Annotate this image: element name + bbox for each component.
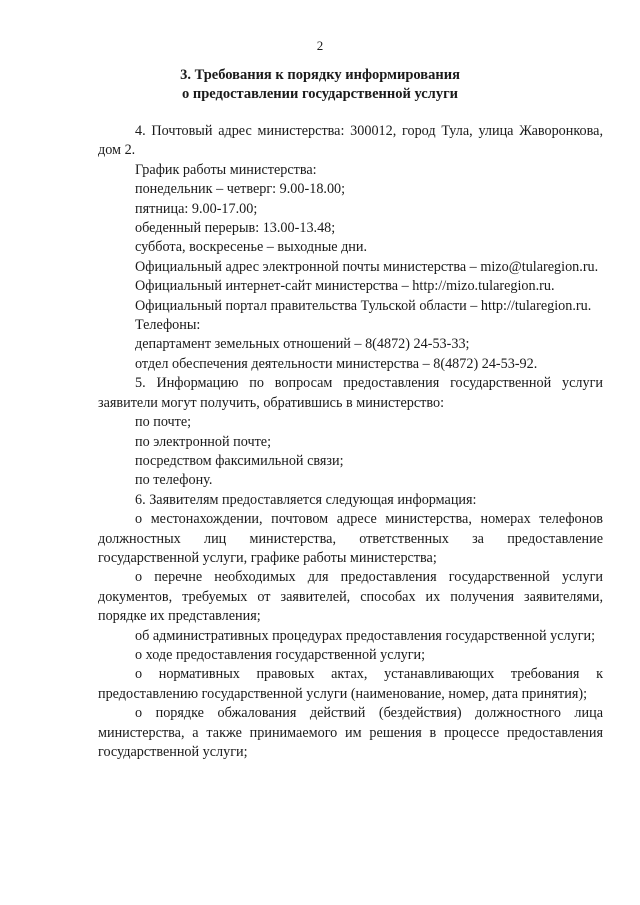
list-item-by-phone: по телефону.	[135, 472, 213, 489]
paragraph-schedule-title: График работы министерства:	[135, 161, 317, 178]
section-title-line-2: о предоставлении государственной услуги	[181, 86, 459, 102]
list-item-by-mail: по почте;	[135, 414, 192, 431]
section-heading	[0, 66, 640, 104]
paragraph-phone-support-dept: отдел обеспечения деятельности министерства – 8(4872) 24-53-92.	[135, 355, 538, 372]
list-item-location: о местонахождении, почтовом адресе министерства, номерах телефонов должностных лиц министерства, ответственных за предоставление государственной услуги, графике работы министерства;	[98, 511, 603, 566]
list-item-progress: о ходе предоставления государственной услуги;	[135, 646, 426, 663]
paragraph-website: Официальный интернет-сайт министерства – http://mizo.tularegion.ru.	[135, 278, 555, 295]
paragraph-schedule-mon-thu: понедельник – четверг: 9.00-18.00;	[135, 181, 346, 198]
paragraph-email: Официальный адрес электронной почты министерства – mizo@tularegion.ru.	[135, 258, 599, 275]
paragraph-info-channels: 5. Информацию по вопросам предоставления государственной услуги заявители могут получить, обратившись в министерство:	[98, 375, 603, 411]
paragraph-phones-title: Телефоны:	[135, 317, 201, 334]
paragraph-schedule-fri: пятница: 9.00-17.00;	[135, 200, 258, 217]
page-number: 2	[316, 38, 324, 53]
list-item-documents: о перечне необходимых для предоставления государственной услуги документов, требуемых от заявителей, способах их получения заявителями, порядке их представления;	[98, 569, 603, 625]
list-item-by-email: по электронной почте;	[135, 433, 272, 450]
paragraph-schedule-lunch: обеденный перерыв: 13.00-13.48;	[135, 220, 336, 237]
list-item-procedures: об административных процедурах предоставления государственной услуги;	[135, 627, 596, 644]
list-item-by-fax: посредством факсимильной связи;	[135, 452, 344, 469]
paragraph-schedule-weekend: суббота, воскресенье – выходные дни.	[135, 239, 368, 256]
list-item-legal-acts: о нормативных правовых актах, устанавливающих требования к предоставлению государственной услуги (наименование, номер, дата принятия);	[98, 666, 603, 702]
document-body	[98, 122, 603, 762]
paragraph-phone-land-dept: департамент земельных отношений – 8(4872) 24-53-33;	[135, 336, 470, 353]
paragraph-portal: Официальный портал правительства Тульской области – http://tularegion.ru.	[135, 297, 592, 314]
section-title-line-1: 3. Требования к порядку информирования	[180, 67, 460, 83]
paragraph-info-provided: 6. Заявителям предоставляется следующая информация:	[135, 491, 477, 508]
paragraph-postal-address: 4. Почтовый адрес министерства: 300012, город Тула, улица Жаворонкова, дом 2.	[98, 123, 603, 159]
list-item-appeal: о порядке обжалования действий (бездействия) должностного лица министерства, а также принимаемого им решения в процессе предоставления государственной услуги;	[98, 705, 603, 760]
